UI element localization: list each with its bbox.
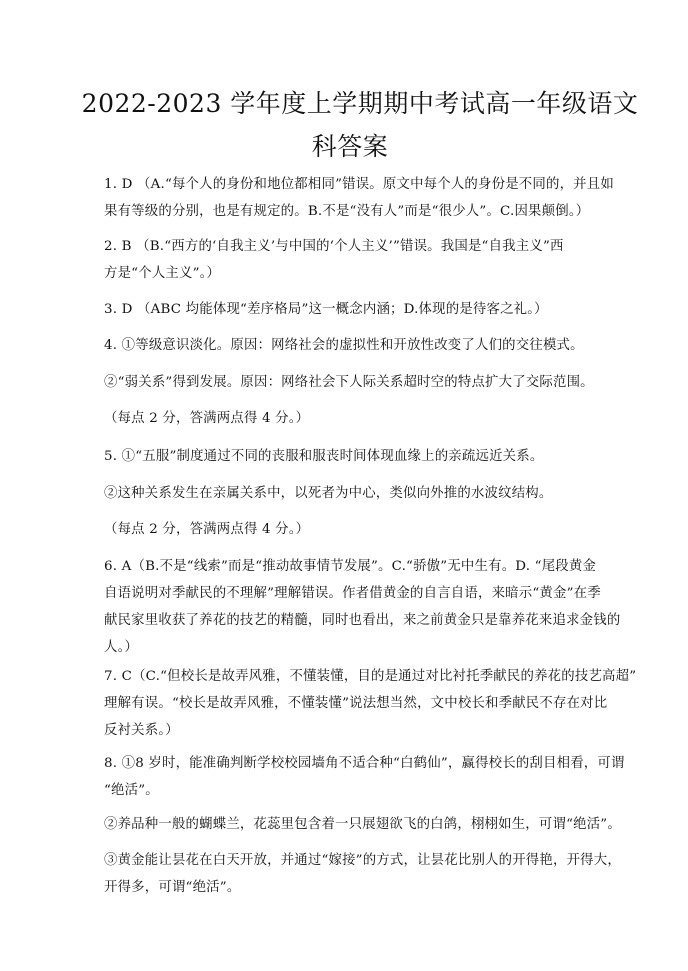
answer-4-scoring-note-line: （每点 2 分，答满两点得 4 分。） (104, 411, 310, 426)
answer-8-point-3-line-2: 开得多，可谓“绝活”。 (104, 880, 241, 895)
answer-8-point-3-line-1: ③黄金能让昙花在白天开放，并通过“嫁接”的方式，让昙花比别人的开得艳，开得大， (104, 853, 621, 868)
answer-5-scoring-note (104, 516, 624, 543)
answer-8-point-1-line-2: “绝活”。 (104, 783, 159, 798)
answer-6 (104, 553, 624, 661)
answer-2-line-2: 方是“个人主义”。） (104, 266, 221, 281)
answer-5-scoring-note-line: （每点 2 分，答满两点得 4 分。） (104, 522, 310, 537)
answer-3 (104, 296, 624, 323)
answer-1-line-2: 果有等级的分别，也是有规定的。B.不是“没有人”而是“很少人”。C.因果颠倒。） (104, 204, 590, 219)
answer-6-line-2: 自语说明对季献民的不理解”理解错误。作者借黄金的自言自语，来暗示“黄金”在季 (104, 586, 601, 601)
answer-5-point-2 (104, 480, 624, 507)
answer-8-point-1 (104, 750, 624, 804)
answer-7-line-2: 理解有误。“校长是故弄风雅，不懂装懂”说法想当然，文中校长和季献民不存在对比 (104, 696, 608, 711)
answer-1-line-1: 1. D （A.“每个人的身份和地位都相同”错误。原文中每个人的身份是不同的，并且如 (104, 177, 614, 192)
answer-7 (104, 663, 637, 744)
document-title-line-2: 科答案 (311, 132, 389, 161)
document-title-line-1: 2022-2023 学年度上学期期中考试高一年级语文 (81, 89, 639, 118)
answer-6-line-3: 献民家里收获了养花的技艺的精髓，同时也看出，来之前黄金只是靠养花来追求金钱的 (104, 613, 621, 628)
answer-4-point-1 (104, 332, 624, 359)
answer-5-point-2-line: ②这种关系发生在亲属关系中，以死者为中心，类似向外推的水波纹结构。 (104, 486, 553, 501)
answer-8-point-1-line-1: 8. ①8 岁时，能准确判断学校校园墙角不适合种“白鹤仙”，赢得校长的刮目相看，可谓 (104, 756, 625, 771)
answer-4-point-1-line: 4. ①等级意识淡化。原因：网络社会的虚拟性和开放性改变了人们的交往模式。 (104, 338, 584, 353)
answer-2 (104, 233, 624, 287)
answer-1 (104, 171, 624, 225)
answer-7-line-3: 反衬关系。） (104, 723, 179, 738)
answer-5-point-1 (104, 443, 624, 470)
answer-4-scoring-note (104, 405, 624, 432)
answer-8-point-2-line: ②养品种一般的蝴蝶兰，花蕊里包含着一只展翅欲飞的白鸽，栩栩如生，可谓“绝活”。 (104, 817, 621, 832)
answer-5-point-1-line: 5. ①“五服”制度通过不同的丧服和服丧时间体现血缘上的亲疏远近关系。 (104, 449, 544, 464)
answer-8-point-3 (104, 847, 624, 901)
answer-8-point-2 (104, 811, 624, 838)
answer-2-line-1: 2. B （B.“西方的‘自我主义’与中国的‘个人主义’”错误。我国是“自我主义”西 (104, 239, 564, 254)
answer-3-line-1: 3. D （ABC 均能体现“差序格局”这一概念内涵；D.体现的是待客之礼。） (104, 302, 548, 317)
answer-4-point-2 (104, 369, 624, 396)
answer-7-line-1: 7. C（C.“但校长是故弄风雅，不懂装懂，目的是通过对比衬托季献民的养花的技艺高超” (104, 669, 637, 684)
answer-4-point-2-line: ②“弱关系”得到发展。原因：网络社会下人际关系超时空的特点扩大了交际范围。 (104, 375, 594, 390)
answer-6-line-4: 人。） (104, 640, 139, 655)
answer-6-line-1: 6. A（B.不是“线索”而是“推动故事情节发展”。C.“骄傲”无中生有。D. “尾段黄金 (104, 559, 597, 574)
